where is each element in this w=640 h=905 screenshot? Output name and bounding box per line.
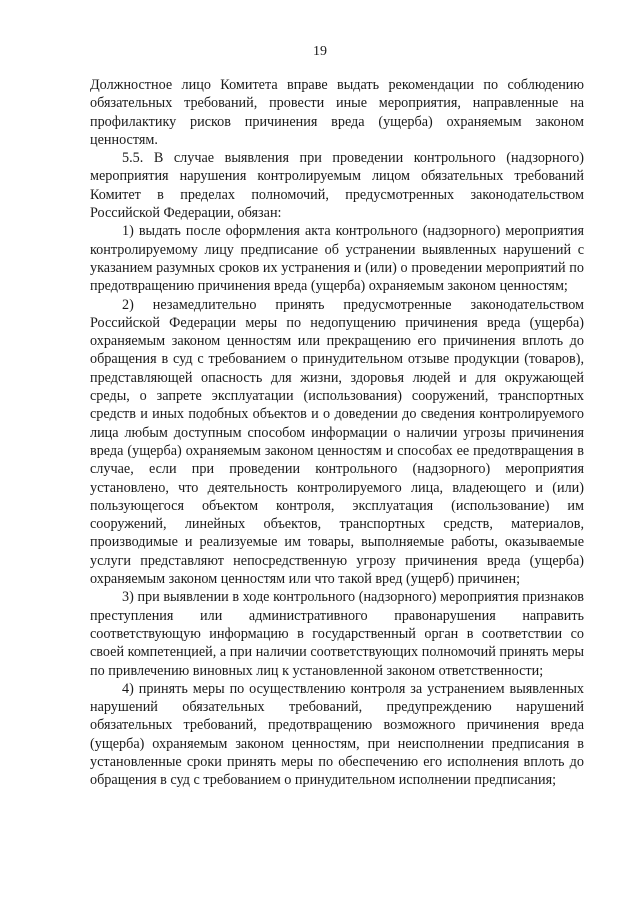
paragraph-item-3: 3) при выявлении в ходе контрольного (надзорного) мероприятия признаков преступления или административного правонарушения направить соответствующую информацию в государственный орган в соответствии со своей компетенцией, а при наличии соответствующих полномочий принять меры по привлечению виновных лиц к установленной законом ответственности; [90, 589, 584, 679]
paragraph-recommendations: Должностное лицо Комитета вправе выдать рекомендации по соблюдению обязательных требований, провести иные мероприятия, направленные на профилактику рисков причинения вреда (ущерба) охраняемым законом ценностям. [90, 77, 584, 148]
paragraph-item-1: 1) выдать после оформления акта контрольного (надзорного) мероприятия контролируемому лицу предписание об устранении выявленных нарушений с указанием разумных сроков их устранения и (или) о проведении мероприятий по предотвращению причинения вреда (ущерба) охраняемым законом ценностям; [90, 223, 584, 295]
paragraph-item-4: 4) принять меры по осуществлению контроля за устранением выявленных нарушений обязательных требований, предупреждению нарушений обязательных требований, предотвращению возможного причинения вреда (ущерба) охраняемым законом ценностям, при неисполнении предписания в установленные сроки принять меры по обеспечению его исполнения вплоть до обращения в суд с требованием о принудительном исполнении предписания; [90, 680, 584, 789]
paragraph-item-2: 2) незамедлительно принять предусмотренные законодательством Российской Федерации меры по недопущению причинения вреда (ущерба) охраняемым законом ценностям или прекращению его причинения вплоть до обращения в суд с требованием о принудительном отзыве продукции (товаров), представляющей опасность для жизни, здоровья людей и для окружающей среды, о запрете эксплуатации (использования) сооружений, транспортных средств и иных подобных объектов и о доведении до сведения контролируемого лица любым доступным способом информации о наличии угрозы причинения вреда (ущерба) охраняемым законом ценностям и способах ее предотвращения в случае, если при проведении контрольного (надзорного) мероприятия установлено, что деятельность контролируемого лица, владеющего и (или) пользующегося объектом контроля, эксплуатация (использование) им сооружений, линейных объектов, транспортных средств, материалов, производимые и реализуемые им товары, выполняемые работы, оказываемые услуги представляют непосредственную угрозу причинения вреда (ущерба) охраняемым законом ценностям или что такой вред (ущерб) причинен; [90, 296, 584, 588]
paragraph-clause-5-5: 5.5. В случае выявления при проведении контрольного (надзорного) мероприятия нарушения контролируемым лицом обязательных требований Комитет в пределах полномочий, предусмотренных законодательством Российской Федерации, обязан: [90, 150, 584, 222]
page-number: 19 [313, 44, 327, 59]
document-body [90, 76, 584, 790]
